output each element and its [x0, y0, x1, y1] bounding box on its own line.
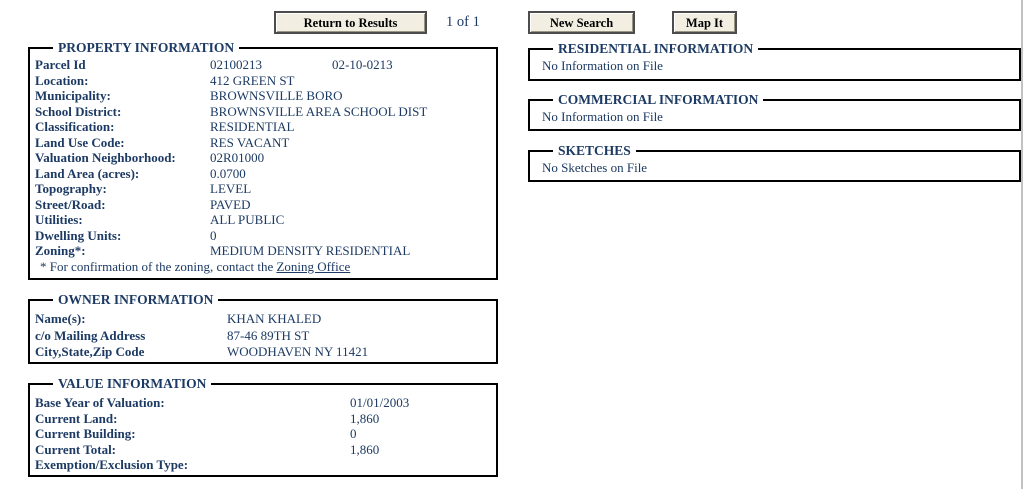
- new-search-button[interactable]: New Search: [528, 11, 635, 34]
- table-row: Current Building: 0: [35, 426, 357, 441]
- table-row: School District: BROWNSVILLE AREA SCHOOL DIST: [35, 103, 428, 119]
- table-row: City,State,Zip Code WOODHAVEN NY 11421: [35, 344, 369, 359]
- table-row: Base Year of Valuation: 01/01/2003: [35, 395, 410, 410]
- sketches-title: SKETCHES: [558, 143, 631, 158]
- table-row: Land Area (acres): 0.0700: [35, 165, 246, 181]
- table-row: Utilities: ALL PUBLIC: [35, 212, 285, 227]
- owner-information-title: OWNER INFORMATION: [58, 292, 214, 307]
- table-row: Location: 412 GREEN ST: [35, 72, 295, 88]
- sketches-box: [528, 143, 1021, 182]
- table-row: Parcel Id 02100213 02-10-0213: [35, 57, 393, 72]
- owner-information-rows: [30, 308, 496, 361]
- property-information-box: [28, 40, 498, 280]
- value-information-rows: [30, 392, 496, 473]
- zoning-office-link[interactable]: Zoning Office: [276, 258, 351, 274]
- page-indicator: 1 of 1: [446, 14, 480, 30]
- table-row: Dwelling Units: 0: [35, 227, 217, 243]
- commercial-information-title: COMMERCIAL INFORMATION: [558, 92, 759, 107]
- commercial-information-message: No Information on File: [542, 109, 663, 124]
- owner-information-box: [28, 292, 498, 364]
- map-it-button[interactable]: Map It: [672, 11, 737, 34]
- value-information-box: [28, 376, 498, 477]
- sketches-message: No Sketches on File: [542, 160, 648, 175]
- table-row: Municipality: BROWNSVILLE BORO: [35, 88, 343, 103]
- property-information-rows: [30, 56, 496, 274]
- table-row: Current Total: 1,860: [35, 441, 380, 457]
- table-row: Street/Road: PAVED: [35, 196, 251, 212]
- table-row: Exemption/Exclusion Type:: [35, 457, 189, 472]
- table-row: Topography: LEVEL: [35, 181, 252, 196]
- value-information-title: VALUE INFORMATION: [58, 376, 207, 391]
- return-to-results-button[interactable]: Return to Results: [274, 11, 427, 34]
- residential-information-message: No Information on File: [542, 58, 663, 73]
- zoning-footnote: * For confirmation of the zoning, contact the Zoning Office: [40, 258, 351, 274]
- table-row: Zoning*: MEDIUM DENSITY RESIDENTIAL: [35, 243, 411, 258]
- table-row: Name(s): KHAN KHALED: [35, 311, 322, 326]
- commercial-information-box: [528, 92, 1021, 131]
- residential-information-title: RESIDENTIAL INFORMATION: [558, 41, 754, 56]
- table-row: Land Use Code: RES VACANT: [35, 134, 290, 150]
- table-row: Classification: RESIDENTIAL: [35, 119, 295, 134]
- table-row: c/o Mailing Address 87-46 89TH ST: [35, 327, 310, 343]
- window-edge: [1021, 0, 1023, 489]
- table-row: Current Land: 1,860: [35, 410, 380, 426]
- table-row: Valuation Neighborhood: 02R01000: [35, 150, 265, 165]
- residential-information-box: [528, 41, 1021, 81]
- property-information-title: PROPERTY INFORMATION: [58, 40, 235, 55]
